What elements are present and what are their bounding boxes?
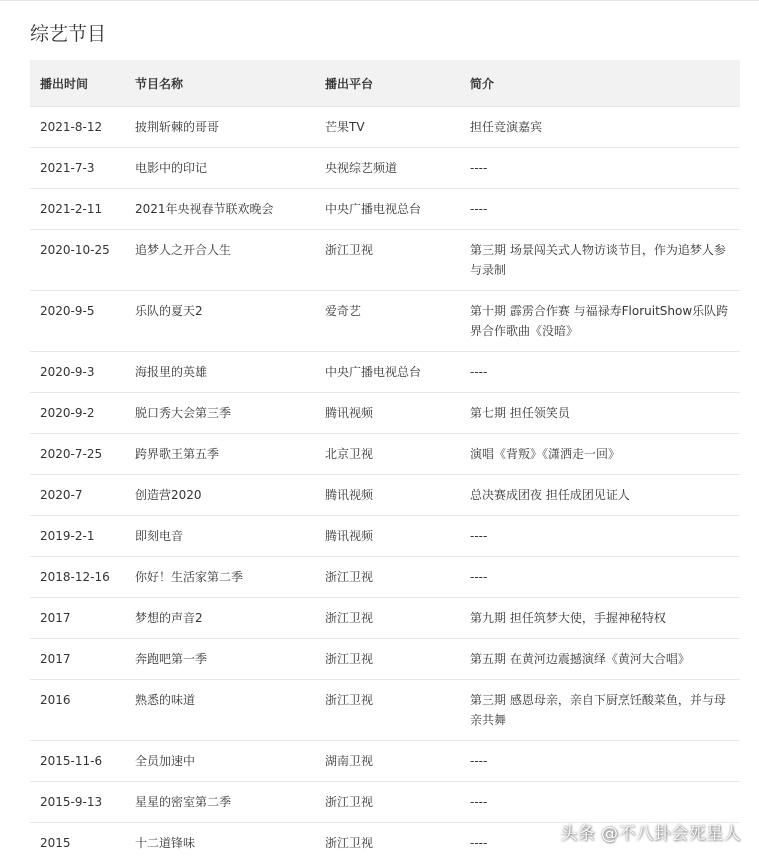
cell-description: ---- <box>460 352 740 393</box>
table-row <box>30 291 740 352</box>
cell-date: 2017 <box>30 598 125 639</box>
cell-date: 2021-2-11 <box>30 189 125 230</box>
cell-description: 第七期 担任领笑员 <box>460 393 740 434</box>
cell-description: 第三期 感恩母亲，亲自下厨烹饪酸菜鱼，并与母亲共舞 <box>460 680 740 741</box>
cell-description: ---- <box>460 782 740 823</box>
cell-platform: 浙江卫视 <box>315 680 460 741</box>
cell-name: 你好！生活家第二季 <box>125 557 315 598</box>
cell-date: 2020-9-3 <box>30 352 125 393</box>
cell-description: 演唱《背叛》《潇洒走一回》 <box>460 434 740 475</box>
show-name-link[interactable]: 创造营2020 <box>135 488 202 502</box>
cell-description: ---- <box>460 148 740 189</box>
cell-platform: 浙江卫视 <box>315 782 460 823</box>
show-name-link[interactable]: 乐队的夏天2 <box>135 304 203 318</box>
cell-date: 2015-11-6 <box>30 741 125 782</box>
table-row <box>30 782 740 823</box>
cell-platform: 芒果TV <box>315 107 460 148</box>
cell-name: 海报里的英雄 <box>125 352 315 393</box>
cell-date: 2015 <box>30 823 125 860</box>
cell-platform: 中央广播电视总台 <box>315 189 460 230</box>
table-row <box>30 107 740 148</box>
cell-description: ---- <box>460 516 740 557</box>
show-name-link[interactable]: 追梦人之开合人生 <box>135 243 232 257</box>
variety-show-table <box>30 60 740 860</box>
cell-date: 2020-9-5 <box>30 291 125 352</box>
table-row <box>30 475 740 516</box>
table-row <box>30 148 740 189</box>
cell-date: 2019-2-1 <box>30 516 125 557</box>
table-row <box>30 230 740 291</box>
cell-description: 总决赛成团夜 担任成团见证人 <box>460 475 740 516</box>
cell-platform: 浙江卫视 <box>315 598 460 639</box>
cell-name: 披荆斩棘的哥哥 <box>125 107 315 148</box>
section-title: 综艺节目 <box>30 23 107 45</box>
cell-name <box>125 291 315 352</box>
show-name-link[interactable]: 脱口秀大会第三季 <box>135 406 232 420</box>
cell-platform: 浙江卫视 <box>315 639 460 680</box>
table-row <box>30 680 740 741</box>
table-row <box>30 557 740 598</box>
cell-platform: 腾讯视频 <box>315 516 460 557</box>
top-divider <box>0 0 759 1</box>
cell-description: 第九期 担任筑梦大使，手握神秘特权 <box>460 598 740 639</box>
cell-platform: 腾讯视频 <box>315 393 460 434</box>
table-row <box>30 741 740 782</box>
cell-date: 2020-7-25 <box>30 434 125 475</box>
header-platform: 播出平台 <box>315 60 460 107</box>
cell-description: 第三期 场景闯关式人物访谈节目，作为追梦人参与录制 <box>460 230 740 291</box>
table-row <box>30 516 740 557</box>
cell-name: 跨界歌王第五季 <box>125 434 315 475</box>
cell-platform: 浙江卫视 <box>315 557 460 598</box>
cell-platform: 央视综艺频道 <box>315 148 460 189</box>
header-date: 播出时间 <box>30 60 125 107</box>
cell-date: 2021-8-12 <box>30 107 125 148</box>
show-name-link[interactable]: 熟悉的味道 <box>135 693 196 707</box>
cell-platform: 腾讯视频 <box>315 475 460 516</box>
table-row <box>30 434 740 475</box>
cell-platform: 浙江卫视 <box>315 823 460 860</box>
cell-date: 2015-9-13 <box>30 782 125 823</box>
cell-date: 2018-12-16 <box>30 557 125 598</box>
cell-platform: 北京卫视 <box>315 434 460 475</box>
header-name: 节目名称 <box>125 60 315 107</box>
cell-description: 第五期 在黄河边震撼演绎《黄河大合唱》 <box>460 639 740 680</box>
table-body <box>30 107 740 860</box>
cell-date: 2017 <box>30 639 125 680</box>
cell-name: 即刻电音 <box>125 516 315 557</box>
header-description: 简介 <box>460 60 740 107</box>
cell-name: 电影中的印记 <box>125 148 315 189</box>
cell-date: 2016 <box>30 680 125 741</box>
cell-name: 十二道锋味 <box>125 823 315 860</box>
cell-name <box>125 393 315 434</box>
cell-name: 星星的密室第二季 <box>125 782 315 823</box>
cell-name <box>125 598 315 639</box>
table-row <box>30 393 740 434</box>
cell-date: 2020-7 <box>30 475 125 516</box>
cell-name: 全员加速中 <box>125 741 315 782</box>
cell-date: 2021-7-3 <box>30 148 125 189</box>
cell-description: 担任竞演嘉宾 <box>460 107 740 148</box>
watermark: 头条 @不八卦会死星人 <box>560 824 741 844</box>
cell-description: ---- <box>460 741 740 782</box>
cell-name <box>125 230 315 291</box>
cell-date: 2020-9-2 <box>30 393 125 434</box>
cell-name <box>125 475 315 516</box>
cell-description: ---- <box>460 189 740 230</box>
table-row <box>30 639 740 680</box>
cell-description: 第十期 霹雳合作赛 与福禄寿FloruitShow乐队跨界合作歌曲《没暗》 <box>460 291 740 352</box>
table-row <box>30 189 740 230</box>
show-name-link[interactable]: 梦想的声音2 <box>135 611 203 625</box>
cell-description: ---- <box>460 557 740 598</box>
cell-name <box>125 680 315 741</box>
cell-name: 奔跑吧第一季 <box>125 639 315 680</box>
table-row <box>30 598 740 639</box>
table-row <box>30 352 740 393</box>
cell-platform: 湖南卫视 <box>315 741 460 782</box>
cell-name: 2021年央视春节联欢晚会 <box>125 189 315 230</box>
table-header-row <box>30 60 740 107</box>
cell-platform: 浙江卫视 <box>315 230 460 291</box>
cell-date: 2020-10-25 <box>30 230 125 291</box>
cell-platform: 爱奇艺 <box>315 291 460 352</box>
cell-description: ---- <box>460 823 740 860</box>
cell-platform: 中央广播电视总台 <box>315 352 460 393</box>
